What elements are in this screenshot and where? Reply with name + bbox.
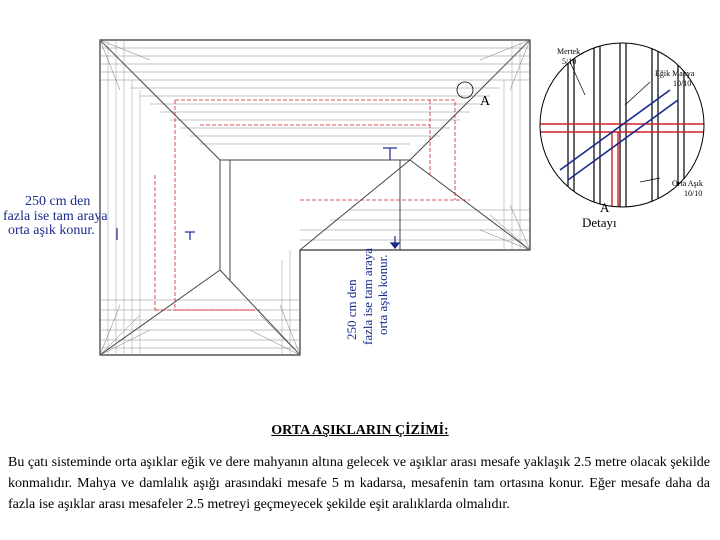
dimension-marks <box>117 148 399 248</box>
label-mertek-size: 5/10 <box>562 57 577 66</box>
detail-marker: A <box>600 200 610 215</box>
vertical-note-line-1: 250 cm den <box>344 279 359 340</box>
side-note-line-2: fazla ise tam araya <box>3 209 108 224</box>
caption-body: Bu çatı sisteminde orta aşıklar eğik ve dere mahyanın altına gelecek ve aşıklar arası mesafe yaklaşık 2.5 metre olacak şekilde konmalıdır. Mahya ve damlalık aşığı arasındaki mesafe 5 m kadarsa, mesafenin tam ortasına konur. Eğer mesafe daha da fazla ise aşıklar arası mesafeler 2.5 metreyi geçmeyecek şekilde eşit aralıklarda olmalıdır. <box>8 455 710 512</box>
label-orta-asik-name: Orta Aşık <box>672 179 703 188</box>
detail-a <box>538 40 710 230</box>
roof-outline <box>100 40 530 355</box>
label-egik-mahya-size: 10/10 <box>673 79 692 88</box>
label-mertek-name: Mertek <box>557 47 581 56</box>
corner-hatching <box>100 40 530 355</box>
side-note <box>3 194 108 238</box>
detail-marker-label: A <box>480 94 491 109</box>
detail-title: Detayı <box>582 215 617 230</box>
label-egik-mahya-name: Eğik Mahya <box>655 69 695 78</box>
vertical-note-line-3: orta aşık konur. <box>375 254 390 335</box>
roof-plan <box>100 40 530 355</box>
vertical-note <box>344 248 390 345</box>
hip-lines <box>100 40 530 355</box>
side-note-line-1: 250 cm den <box>25 194 91 209</box>
caption-title: ORTA AŞIKLARIN ÇİZİMİ: <box>271 423 449 438</box>
rafter-lines-vertical <box>108 40 520 355</box>
rafter-lines-top <box>100 48 530 144</box>
side-note-line-3: orta aşık konur. <box>8 223 95 238</box>
label-orta-asik-size: 10/10 <box>684 189 703 198</box>
purlin-lines <box>155 100 470 310</box>
vertical-note-line-2: fazla ise tam araya <box>360 247 375 345</box>
rafter-lines-bottom <box>100 210 530 348</box>
